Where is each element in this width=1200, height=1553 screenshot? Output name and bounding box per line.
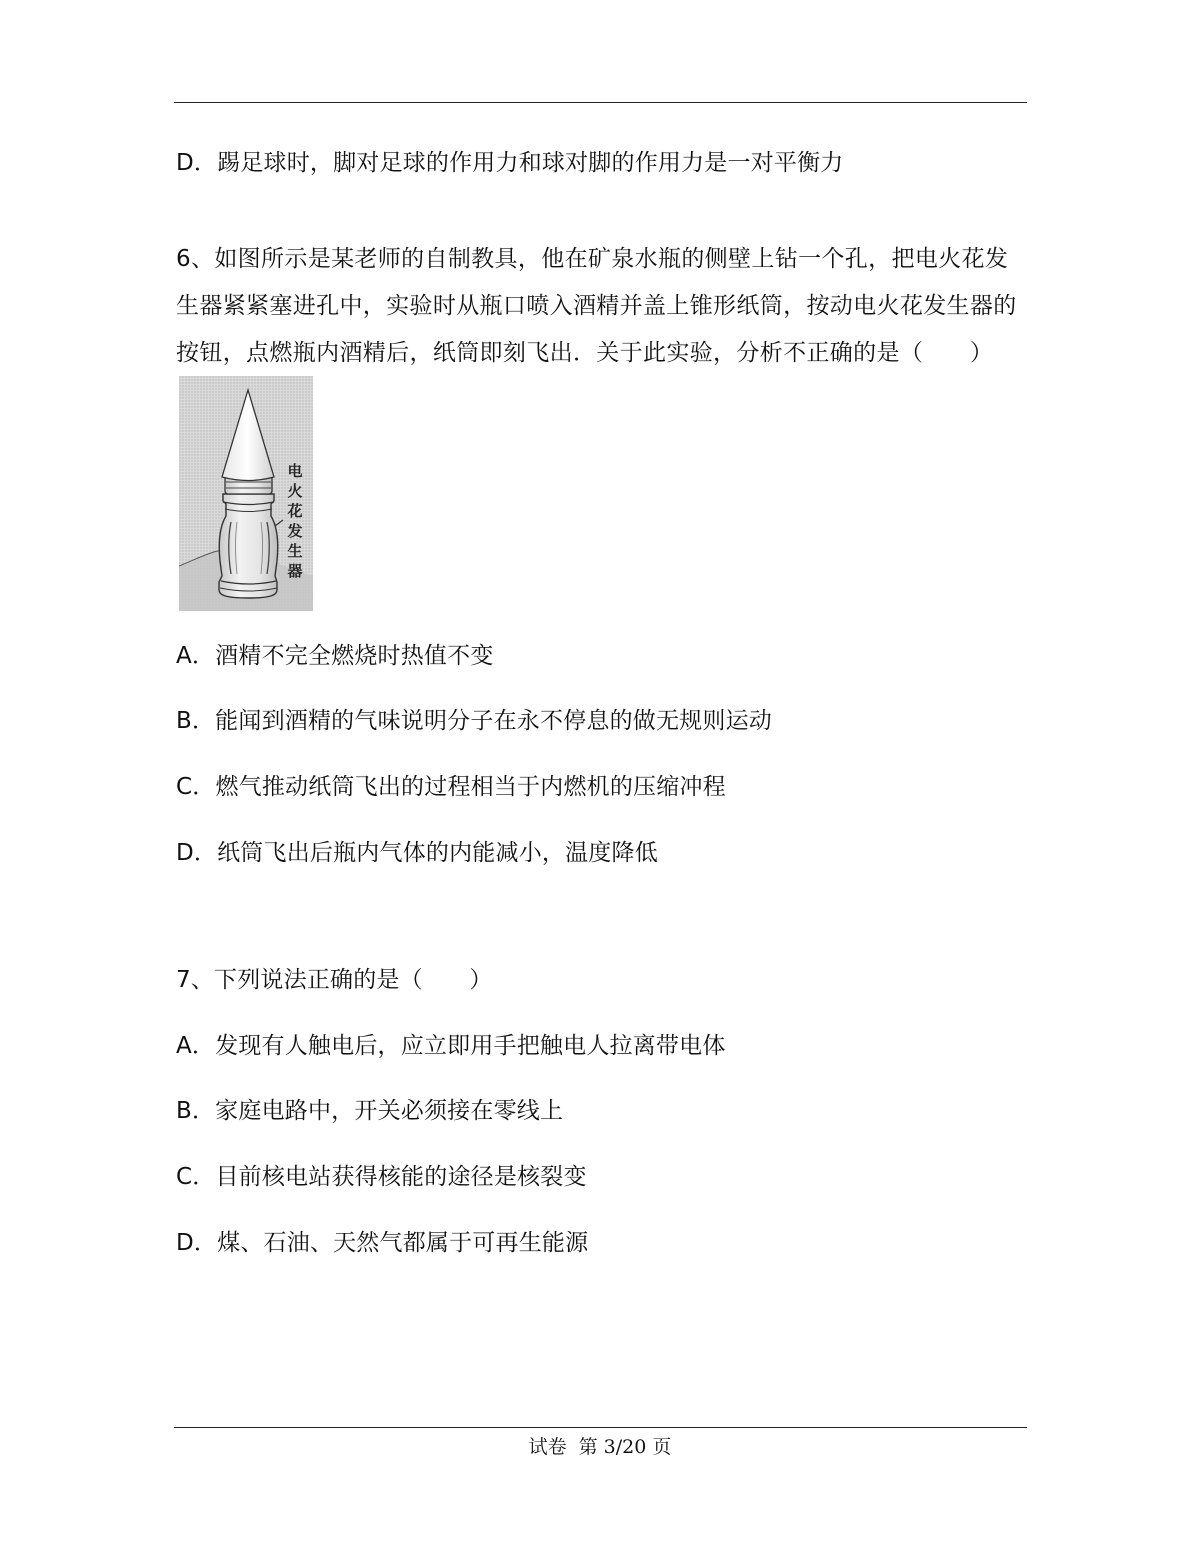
footer-label: 试卷 (528, 1436, 567, 1458)
q6-stem-line-1: 6、如图所示是某老师的自制教具，他在矿泉水瓶的侧壁上钻一个孔，把电火花发 (176, 246, 1009, 272)
q7-option-c: C．目前核电站获得核能的途径是核裂变 (176, 1164, 587, 1190)
q7-option-d: D．煤、石油、天然气都属于可再生能源 (176, 1230, 589, 1256)
footer-rule (174, 1427, 1027, 1428)
figure-label-char: 发 (287, 522, 303, 540)
figure-label-char: 花 (287, 502, 303, 520)
option-d-prev-question: D．踢足球时，脚对足球的作用力和球对脚的作用力是一对平衡力 (176, 150, 844, 176)
spark-generator-bottle-figure (179, 376, 313, 611)
figure-label-char: 器 (287, 562, 303, 580)
figure-label-char: 火 (287, 482, 303, 500)
q7-option-a: A．发现有人触电后，应立即用手把触电人拉离带电体 (176, 1033, 726, 1059)
q6-option-b: B．能闻到酒精的气味说明分子在永不停息的做无规则运动 (176, 708, 772, 734)
figure-label-char: 电 (287, 462, 303, 480)
q6-option-a: A．酒精不完全燃烧时热值不变 (176, 643, 494, 669)
q6-stem-line-3: 按钮，点燃瓶内酒精后，纸筒即刻飞出．关于此实验，分析不正确的是（ ） (176, 340, 994, 366)
header-rule (174, 102, 1027, 103)
q7-stem: 7、下列说法正确的是（ ） (176, 967, 493, 993)
page-number: 第 3/20 页 (578, 1436, 672, 1458)
q6-option-d: D．纸筒飞出后瓶内气体的内能减小，温度降低 (176, 840, 658, 866)
q7-option-b: B．家庭电路中，开关必须接在零线上 (176, 1098, 564, 1124)
q6-stem-line-2: 生器紧紧塞进孔中，实验时从瓶口喷入酒精并盖上锥形纸筒，按动电火花发生器的 (176, 293, 1017, 319)
figure-label-char: 生 (287, 542, 303, 560)
page-footer (0, 1432, 1200, 1459)
q6-option-c: C．燃气推动纸筒飞出的过程相当于内燃机的压缩冲程 (176, 774, 726, 800)
